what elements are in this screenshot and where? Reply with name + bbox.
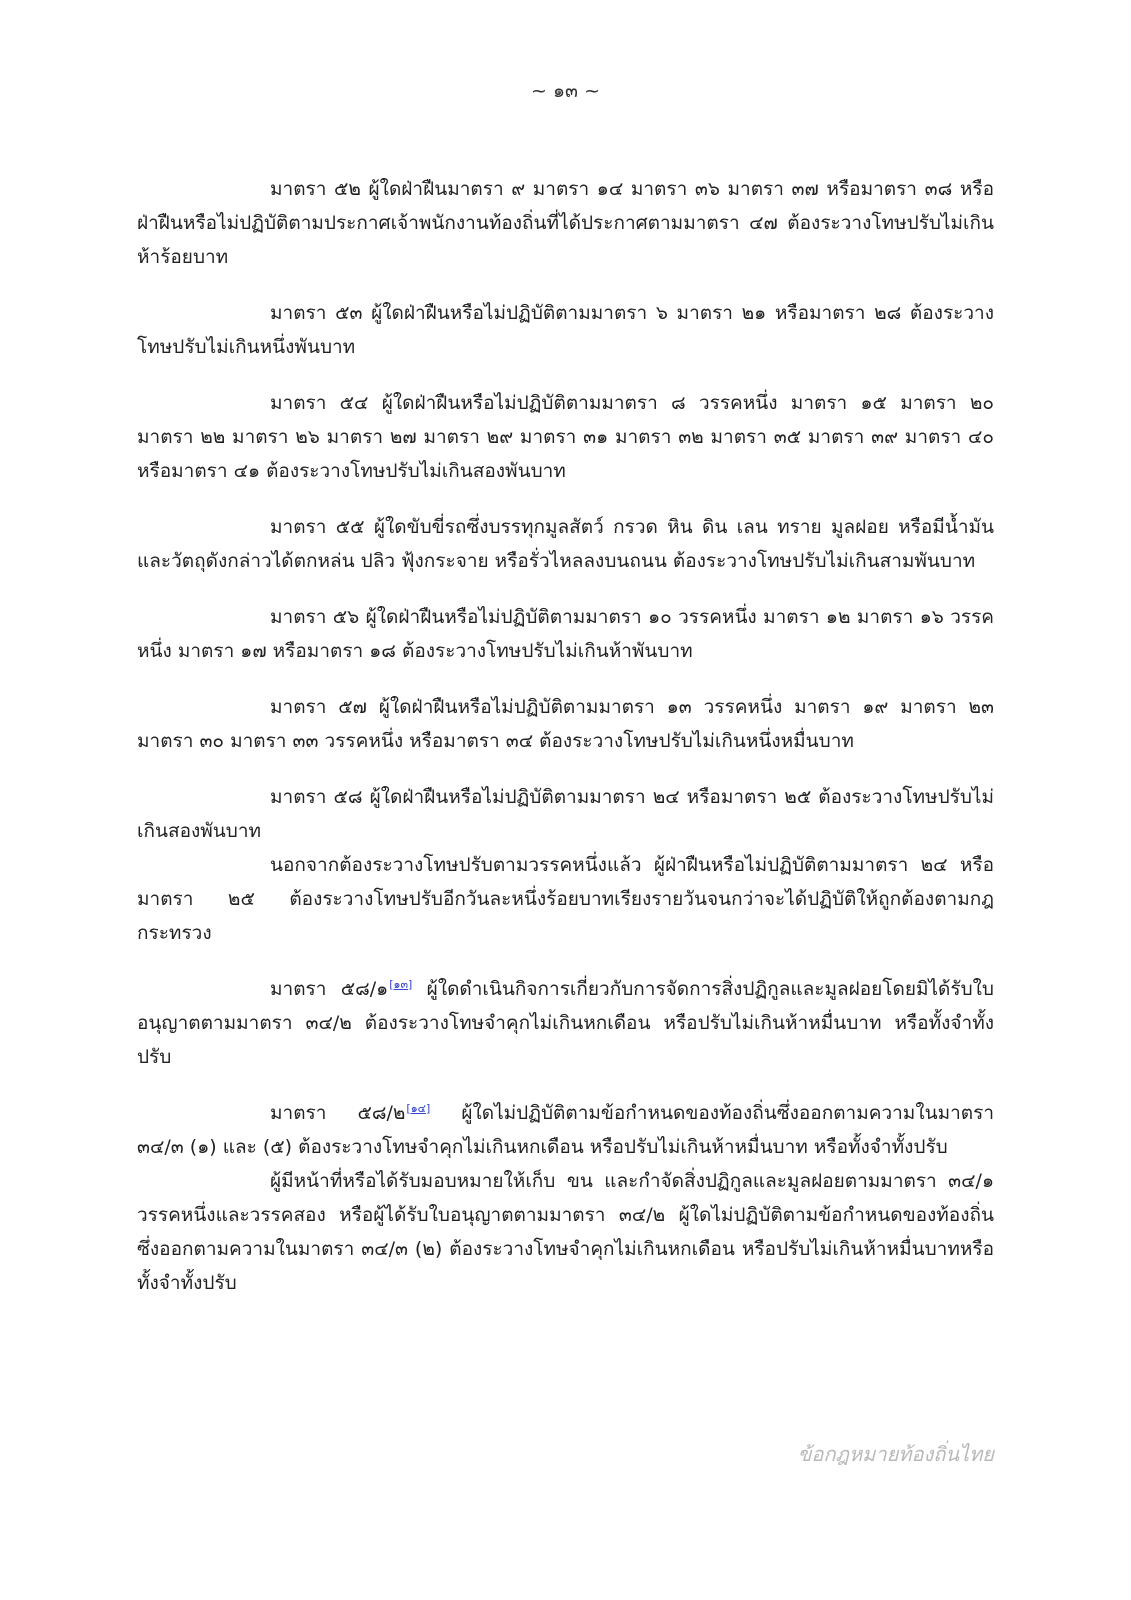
watermark-text: ข้อกฎหมายท้องถิ่นไทย [797,1442,994,1466]
section-heading: มาตรา ๕๘/๒ [270,1102,406,1124]
section-58 [137,780,994,950]
section-58-2 [137,1096,994,1300]
section-58-1 [137,972,994,1074]
paragraph: มาตรา ๕๓ ผู้ใดฝ่าฝืนหรือไม่ปฏิบัติตามมาตรา ๖ มาตรา ๒๑ หรือมาตรา ๒๘ ต้องระวางโทษปรับไม่เกินหนึ่งพันบาท [137,302,994,358]
paragraph: มาตรา ๕๒ ผู้ใดฝ่าฝืนมาตรา ๙ มาตรา ๑๔ มาตรา ๓๖ มาตรา ๓๗ หรือมาตรา ๓๘ หรือฝ่าฝืนหรือไม่ปฏิบัติตามประกาศเจ้าพนักงานท้องถิ่นที่ได้ประกาศตามมาตรา ๔๗ ต้องระวางโทษปรับไม่เกินห้าร้อยบาท [137,178,994,268]
paragraph [137,972,994,1074]
paragraph: มาตรา ๕๘ ผู้ใดฝ่าฝืนหรือไม่ปฏิบัติตามมาตรา ๒๔ หรือมาตรา ๒๕ ต้องระวางโทษปรับไม่เกินสองพันบาท [137,786,994,842]
page-number: ~ ๑๓ ~ [531,80,600,102]
footnote-link[interactable]: [๑๔] [406,1101,431,1115]
section-heading: มาตรา ๕๘/๑ [270,978,389,1000]
section-text: ผู้ใดไม่ปฏิบัติตามข้อกำหนดของท้องถิ่นซึ่งออกตามความในมาตรา ๓๔/๓ (๑) และ (๕) ต้องระวางโทษจำคุกไม่เกินหกเดือน หรือปรับไม่เกินห้าหมื่นบาท หรือทั้งจำทั้งปรับ [137,1102,994,1158]
paragraph: มาตรา ๕๖ ผู้ใดฝ่าฝืนหรือไม่ปฏิบัติตามมาตรา ๑๐ วรรคหนึ่ง มาตรา ๑๒ มาตรา ๑๖ วรรคหนึ่ง มาตรา ๑๗ หรือมาตรา ๑๘ ต้องระวางโทษปรับไม่เกินห้าพันบาท [137,606,994,662]
paragraph: มาตรา ๕๔ ผู้ใดฝ่าฝืนหรือไม่ปฏิบัติตามมาตรา ๘ วรรคหนึ่ง มาตรา ๑๕ มาตรา ๒๐ มาตรา ๒๒ มาตรา ๒๖ มาตรา ๒๗ มาตรา ๒๙ มาตรา ๓๑ มาตรา ๓๒ มาตรา ๓๕ มาตรา ๓๙ มาตรา ๔๐ หรือมาตรา ๔๑ ต้องระวางโทษปรับไม่เกินสองพันบาท [137,392,994,482]
section-57 [137,690,994,758]
paragraph: มาตรา ๕๗ ผู้ใดฝ่าฝืนหรือไม่ปฏิบัติตามมาตรา ๑๓ วรรคหนึ่ง มาตรา ๑๙ มาตรา ๒๓ มาตรา ๓๐ มาตรา ๓๓ วรรคหนึ่ง หรือมาตรา ๓๔ ต้องระวางโทษปรับไม่เกินหนึ่งหมื่นบาท [137,696,994,752]
section-55 [137,510,994,578]
paragraph: ผู้มีหน้าที่หรือได้รับมอบหมายให้เก็บ ขน และกำจัดสิ่งปฏิกูลและมูลฝอยตามมาตรา ๓๔/๑ วรรคหนึ่งและวรรคสอง หรือผู้ได้รับใบอนุญาตตามมาตรา ๓๔/๒ ผู้ใดไม่ปฏิบัติตามข้อกำหนดของท้องถิ่น ซึ่งออกตามความในมาตรา ๓๔/๓ (๒) ต้องระวางโทษจำคุกไม่เกินหกเดือน หรือปรับไม่เกินห้าหมื่นบาทหรือทั้งจำทั้งปรับ [137,1170,994,1294]
document-body [137,172,994,1322]
section-56 [137,600,994,668]
paragraph [137,1096,994,1164]
paragraph: นอกจากต้องระวางโทษปรับตามวรรคหนึ่งแล้ว ผู้ฝ่าฝืนหรือไม่ปฏิบัติตามมาตรา ๒๔ หรือมาตรา ๒๕ ต้องระวางโทษปรับอีกวันละหนึ่งร้อยบาทเรียงรายวันจนกว่าจะได้ปฏิบัติให้ถูกต้องตามกฎกระทรวง [137,854,994,944]
section-54 [137,386,994,488]
section-53 [137,296,994,364]
section-52 [137,172,994,274]
paragraph: มาตรา ๕๕ ผู้ใดขับขี่รถซึ่งบรรทุกมูลสัตว์ กรวด หิน ดิน เลน ทราย มูลฝอย หรือมีน้ำมันและวัตถุดังกล่าวได้ตกหล่น ปลิว ฟุ้งกระจาย หรือรั่วไหลลงบนถนน ต้องระวางโทษปรับไม่เกินสามพันบาท [137,516,994,572]
footnote-link[interactable]: [๑๓] [389,977,413,991]
section-text: ผู้ใดดำเนินกิจการเกี่ยวกับการจัดการสิ่งปฏิกูลและมูลฝอยโดยมิได้รับใบอนุญาตตามมาตรา ๓๔/๒ ต้องระวางโทษจำคุกไม่เกินหกเดือน หรือปรับไม่เกินห้าหมื่นบาท หรือทั้งจำทั้งปรับ [137,978,994,1068]
